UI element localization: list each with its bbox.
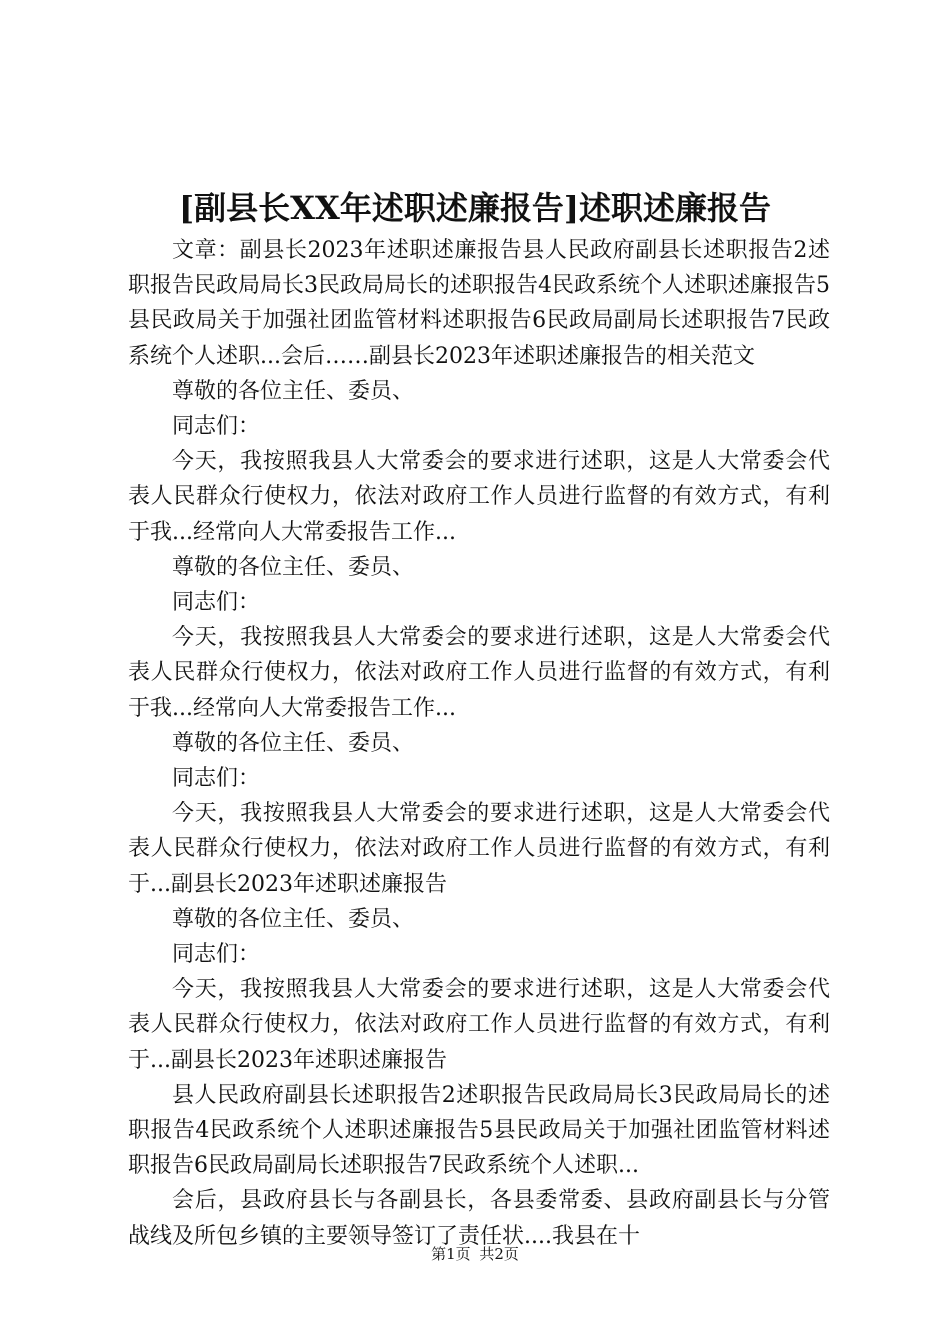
- paragraph: 尊敬的各位主任、委员、: [172, 730, 415, 756]
- document-body: [128, 233, 830, 1254]
- paragraph: 同志们：: [172, 766, 261, 792]
- paragraph: 今天，我按照我县人大常委会的要求进行述职，这是人大常委会代表人民群众行使权力，依法对政府工作人员进行监督的有效方式，有利于...副县长2023年述职述廉报告: [128, 801, 830, 897]
- page-number-total: 共2页: [479, 1245, 519, 1263]
- paragraph: 尊敬的各位主任、委员、: [172, 906, 415, 932]
- paragraph: 今天，我按照我县人大常委会的要求进行述职，这是人大常委会代表人民群众行使权力，依法对政府工作人员进行监督的有效方式，有利于...副县长2023年述职述廉报告: [128, 977, 830, 1073]
- paragraph: 同志们：: [172, 590, 261, 616]
- paragraph: 会后，县政府县长与各副县长，各县委常委、县政府副县长与分管战线及所包乡镇的主要领导签订了责任状....我县在十: [128, 1188, 830, 1249]
- page-number-current: 第1页: [431, 1245, 471, 1263]
- paragraph: 同志们：: [172, 942, 261, 968]
- document-title: [副县长XX年述职述廉报告]述职述廉报告: [179, 189, 771, 227]
- paragraph: 县人民政府副县长述职报告2述职报告民政局局长3民政局局长的述职报告4民政系统个人述职述廉报告5县民政局关于加强社团监管材料述职报告6民政局副局长述职报告7民政系统个人述职...: [128, 1082, 830, 1179]
- paragraph: 尊敬的各位主任、委员、: [172, 554, 415, 580]
- paragraph: 今天，我按照我县人大常委会的要求进行述职，这是人大常委会代表人民群众行使权力，依法对政府工作人员进行监督的有效方式，有利于我...经常向人大常委报告工作...: [128, 625, 830, 721]
- paragraph: 同志们：: [172, 414, 261, 440]
- paragraph: 文章：副县长2023年述职述廉报告县人民政府副县长述职报告2述职报告民政局局长3民政局局长的述职报告4民政系统个人述职述廉报告5县民政局关于加强社团监管材料述职报告6民政局副局长述职报告7民政系统个人述职...会后……副县长2023年述职述廉报告的相关范文: [128, 238, 830, 369]
- page-footer: [0, 1244, 950, 1264]
- paragraph: 今天，我按照我县人大常委会的要求进行述职，这是人大常委会代表人民群众行使权力，依法对政府工作人员进行监督的有效方式，有利于我...经常向人大常委报告工作...: [128, 449, 830, 545]
- paragraph: 尊敬的各位主任、委员、: [172, 378, 415, 404]
